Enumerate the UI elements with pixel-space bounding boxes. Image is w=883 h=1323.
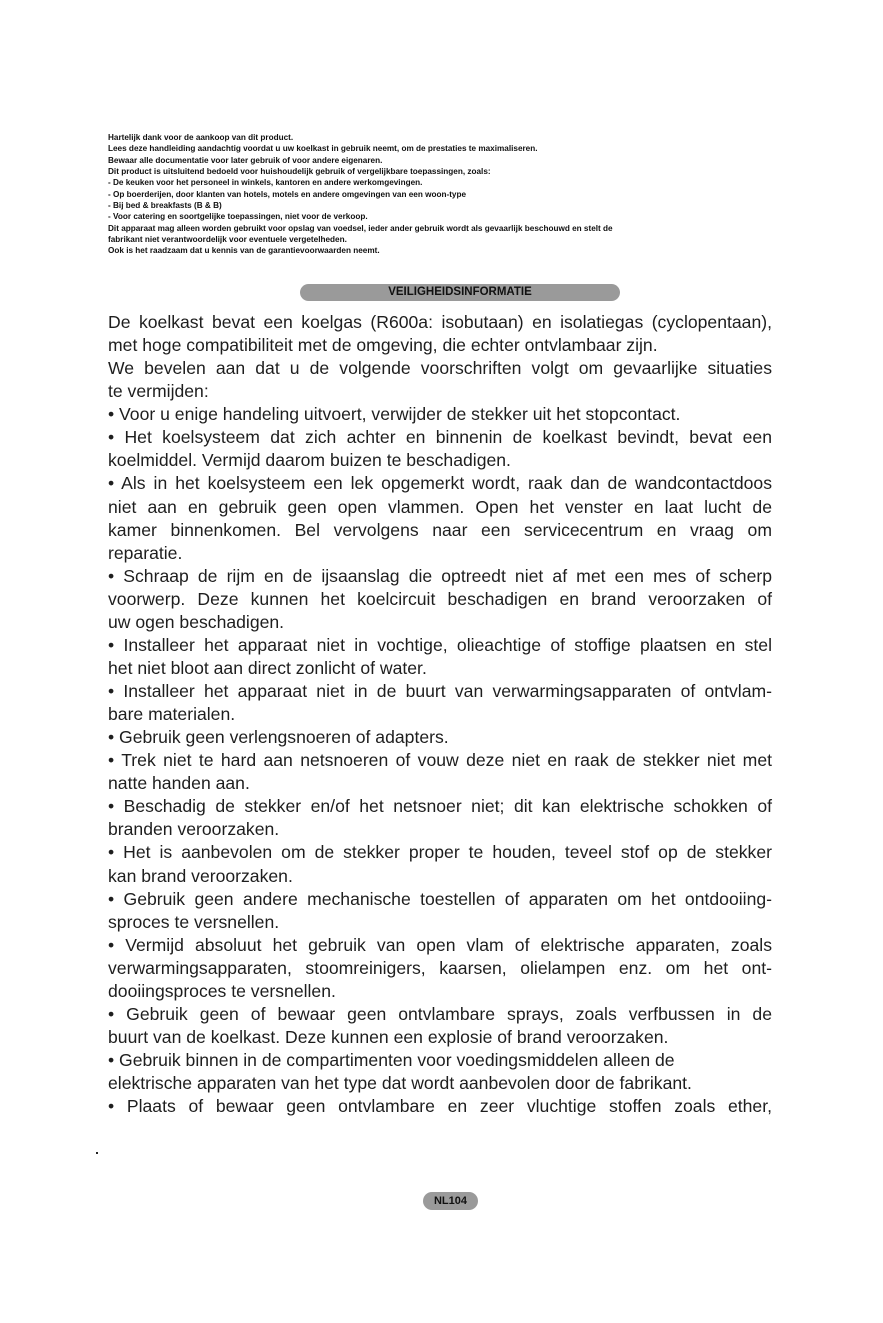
body-line: het niet bloot aan direct zonlicht of water. xyxy=(108,657,427,678)
body-line: kamer binnenkomen. Bel vervolgens naar een servicecentrum en vraag om xyxy=(108,519,772,540)
body-line: • Voor u enige handeling uitvoert, verwijder de stekker uit het stopcontact. xyxy=(108,404,681,425)
body-line: • Beschadig de stekker en/of het netsnoer niet; dit kan elektrische schokken of xyxy=(108,796,772,817)
body-line: • Het is aanbevolen om de stekker proper te houden, teveel stof op de stekker xyxy=(108,842,772,863)
body-line: elektrische apparaten van het type dat wordt aanbevolen door de fabrikant. xyxy=(108,1073,692,1094)
body-line: branden veroorzaken. xyxy=(108,819,280,840)
intro-line: - Bij bed & breakfasts (B & B) xyxy=(108,201,222,211)
intro-line: fabrikant niet verantwoordelijk voor eventuele vergetelheden. xyxy=(108,235,347,245)
intro-line: Ook is het raadzaam dat u kennis van de garantievoorwaarden neemt. xyxy=(108,246,380,256)
page-number: NL104 xyxy=(423,1192,478,1210)
section-title: VEILIGHEIDSINFORMATIE xyxy=(300,284,620,301)
intro-line: - De keuken voor het personeel in winkels, kantoren en andere werkomgevingen. xyxy=(108,178,423,188)
body-line: • Plaats of bewaar geen ontvlambare en zeer vluchtige stoffen zoals ether, xyxy=(108,1096,772,1117)
intro-line: Hartelijk dank voor de aankoop van dit product. xyxy=(108,133,294,142)
body-line: • Vermijd absoluut het gebruik van open vlam of elektrische apparaten, zoals xyxy=(108,934,772,955)
body-line: voorwerp. Deze kunnen het koelcircuit beschadigen en brand veroorzaken of xyxy=(108,588,772,609)
body-line: koelmiddel. Vermijd daarom buizen te beschadigen. xyxy=(108,450,511,471)
body-line: • Gebruik binnen in de compartimenten voor voedingsmiddelen alleen de xyxy=(108,1050,675,1070)
body-line: uw ogen beschadigen. xyxy=(108,611,285,632)
body-line: • Gebruik geen verlengsnoeren of adapters. xyxy=(108,727,449,748)
intro-line: Bewaar alle documentatie voor later gebruik of voor andere eigenaren. xyxy=(108,155,383,165)
body-line: • Gebruik geen of bewaar geen ontvlambare sprays, zoals verfbussen in de xyxy=(108,1003,772,1024)
intro-line: Dit apparaat mag alleen worden gebruikt voor opslag van voedsel, ieder ander gebruik wordt als gevaarlijk beschouwd en stelt de xyxy=(108,223,613,233)
body-line: • Installeer het apparaat niet in vochtige, olieachtige of stoffige plaatsen en stel xyxy=(108,634,772,655)
body-line: bare materialen. xyxy=(108,704,236,725)
intro-line: Lees deze handleiding aandachtig voordat u uw koelkast in gebruik neemt, om de prestaties te maximaliseren. xyxy=(108,144,538,154)
body-line: dooiingsproces te versnellen. xyxy=(108,980,336,1001)
body-line: De koelkast bevat een koelgas (R600a: isobutaan) en isolatiegas (cyclopentaan), xyxy=(108,312,772,332)
intro-text xyxy=(108,132,808,257)
stray-dot xyxy=(96,1152,98,1154)
body-line: natte handen aan. xyxy=(108,773,250,794)
body-line: sproces te versnellen. xyxy=(108,911,280,932)
body-line: We bevelen aan dat u de volgende voorschriften volgt om gevaarlijke situaties xyxy=(108,358,772,379)
body-line: kan brand veroorzaken. xyxy=(108,865,293,886)
intro-line: Dit product is uitsluitend bedoeld voor huishoudelijk gebruik of vergelijkbare toepassingen, zoals: xyxy=(108,167,491,177)
body-line: buurt van de koelkast. Deze kunnen een explosie of brand veroorzaken. xyxy=(108,1026,669,1047)
body-line: reparatie. xyxy=(108,542,183,563)
intro-line: - Op boerderijen, door klanten van hotels, motels en andere omgevingen van een woon-type xyxy=(108,189,467,199)
body-line: met hoge compatibiliteit met de omgeving, die echter ontvlambaar zijn. xyxy=(108,335,658,356)
safety-body xyxy=(108,311,772,1118)
intro-line: - Voor catering en soortgelijke toepassingen, niet voor de verkoop. xyxy=(108,212,368,222)
body-line: • Installeer het apparaat niet in de buurt van verwarmingsapparaten of ontvlam- xyxy=(108,681,772,701)
body-line: te vermijden: xyxy=(108,381,209,402)
body-line: • Als in het koelsysteem een lek opgemerkt wordt, raak dan de wandcontactdoos xyxy=(108,473,772,494)
body-line: niet aan en gebruik geen open vlammen. Open het venster en laat lucht de xyxy=(108,496,772,517)
body-line: verwarmingsapparaten, stoomreinigers, kaarsen, olielampen enz. om het ont- xyxy=(108,957,772,978)
body-line: • Gebruik geen andere mechanische toestellen of apparaten om het ontdooiing- xyxy=(108,888,772,909)
body-line: • Trek niet te hard aan netsnoeren of vouw deze niet en raak de stekker niet met xyxy=(108,750,772,771)
body-line: • Het koelsysteem dat zich achter en binnenin de koelkast bevindt, bevat een xyxy=(108,427,772,448)
body-line: • Schraap de rijm en de ijsaanslag die optreedt niet af met een mes of scherp xyxy=(108,565,772,586)
